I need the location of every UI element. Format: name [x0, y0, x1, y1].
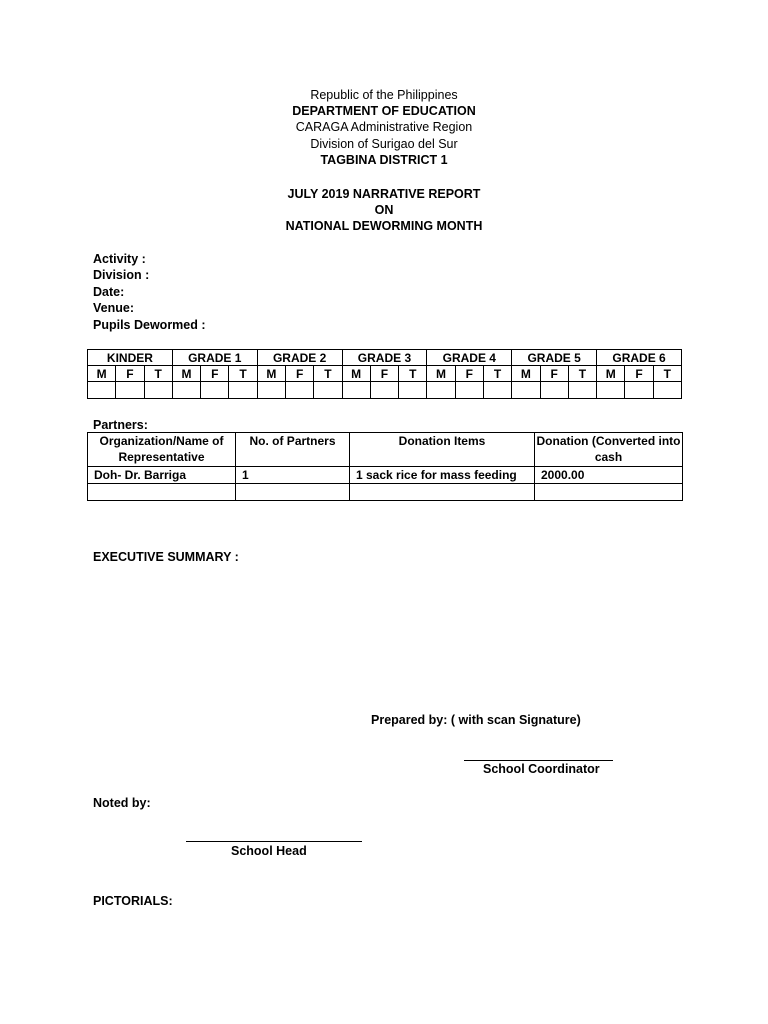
table-row: [88, 484, 683, 501]
blank-cell: [483, 382, 511, 399]
grade-subcolumn-header: F: [116, 366, 144, 382]
pictorials-label: PICTORIALS:: [93, 894, 173, 908]
field-activity: Activity :: [93, 252, 146, 266]
title-line-1: JULY 2019 NARRATIVE REPORT: [287, 187, 481, 201]
grade-subcolumn-header: M: [597, 366, 625, 382]
partners-table: [87, 432, 683, 501]
header-district: TAGBINA DISTRICT 1: [320, 152, 448, 167]
partners-header-cash: Donation (Converted into cash: [535, 433, 683, 467]
noted-by-label: Noted by:: [93, 796, 151, 810]
grade-group-header: KINDER: [88, 350, 173, 366]
blank-cell: [342, 382, 370, 399]
grade-group-row: [88, 350, 682, 366]
grade-subcolumn-header: F: [455, 366, 483, 382]
grade-subcolumn-header: T: [568, 366, 596, 382]
blank-cell: [88, 484, 236, 501]
blank-cell: [236, 484, 350, 501]
grade-subcolumn-header: T: [314, 366, 342, 382]
head-signature-line: [186, 841, 362, 842]
field-pupils-dewormed: Pupils Dewormed :: [93, 317, 206, 332]
blank-cell: [597, 382, 625, 399]
table-row: [88, 467, 683, 484]
title-line-3: NATIONAL DEWORMING MONTH: [285, 219, 483, 234]
grade-subcolumn-header: T: [399, 366, 427, 382]
grade-subcolumn-header: T: [653, 366, 681, 382]
grade-subcolumn-header: M: [172, 366, 200, 382]
coordinator-signature-line: [464, 760, 613, 761]
blank-cell: [370, 382, 398, 399]
blank-cell: [229, 382, 257, 399]
grade-group-header: GRADE 4: [427, 350, 512, 366]
grade-subcolumn-header: F: [540, 366, 568, 382]
blank-cell: [257, 382, 285, 399]
grade-subcolumn-header: M: [88, 366, 116, 382]
grade-group-header: GRADE 5: [512, 350, 597, 366]
blank-cell: [201, 382, 229, 399]
report-fields: [93, 251, 206, 333]
partners-header-organization: Organization/Name of Representative: [88, 433, 236, 467]
blank-cell: [285, 382, 313, 399]
grade-table: [87, 349, 682, 399]
blank-cell: [540, 382, 568, 399]
grade-group-header: GRADE 6: [597, 350, 682, 366]
blank-cell: [399, 382, 427, 399]
grade-subcolumn-header: M: [512, 366, 540, 382]
partner-donation-items: 1 sack rice for mass feeding: [350, 467, 535, 484]
grade-group-header: GRADE 2: [257, 350, 342, 366]
blank-cell: [144, 382, 172, 399]
prepared-by-label: Prepared by: ( with scan Signature): [371, 713, 581, 727]
report-title: [0, 186, 768, 235]
header-department: DEPARTMENT OF EDUCATION: [292, 104, 476, 119]
school-head-label: School Head: [231, 844, 307, 858]
grade-subcolumn-header: F: [625, 366, 653, 382]
grade-subheader-row: [88, 366, 682, 382]
grade-subcolumn-header: M: [257, 366, 285, 382]
grade-blank-row: [88, 382, 682, 399]
partners-label: Partners:: [93, 418, 148, 432]
field-date: Date:: [93, 284, 125, 299]
grade-group-header: GRADE 3: [342, 350, 427, 366]
document-header: [0, 87, 768, 168]
field-division: Division :: [93, 268, 150, 283]
blank-cell: [512, 382, 540, 399]
partners-header-items: Donation Items: [350, 433, 535, 467]
partner-count: 1: [236, 467, 350, 484]
grade-subcolumn-header: F: [370, 366, 398, 382]
blank-cell: [427, 382, 455, 399]
grade-subcolumn-header: M: [427, 366, 455, 382]
executive-summary-label: EXECUTIVE SUMMARY :: [93, 550, 239, 564]
partner-donation-cash: 2000.00: [535, 467, 683, 484]
grade-group-header: GRADE 1: [172, 350, 257, 366]
blank-cell: [172, 382, 200, 399]
blank-cell: [568, 382, 596, 399]
blank-cell: [653, 382, 681, 399]
header-republic: Republic of the Philippines: [310, 88, 458, 102]
grade-subcolumn-header: T: [229, 366, 257, 382]
title-line-2: ON: [374, 203, 394, 218]
grade-subcolumn-header: F: [285, 366, 313, 382]
field-venue: Venue:: [93, 301, 134, 316]
blank-cell: [350, 484, 535, 501]
school-coordinator-label: School Coordinator: [483, 762, 600, 776]
grade-subcolumn-header: T: [483, 366, 511, 382]
blank-cell: [116, 382, 144, 399]
blank-cell: [88, 382, 116, 399]
header-region: CARAGA Administrative Region: [295, 120, 473, 135]
blank-cell: [535, 484, 683, 501]
header-division: Division of Surigao del Sur: [310, 136, 458, 151]
blank-cell: [625, 382, 653, 399]
blank-cell: [455, 382, 483, 399]
partners-header-count: No. of Partners: [236, 433, 350, 467]
blank-cell: [314, 382, 342, 399]
grade-subcolumn-header: T: [144, 366, 172, 382]
grade-subcolumn-header: M: [342, 366, 370, 382]
grade-subcolumn-header: F: [201, 366, 229, 382]
partner-organization: Doh- Dr. Barriga: [88, 467, 236, 484]
partners-header-row: [88, 433, 683, 467]
